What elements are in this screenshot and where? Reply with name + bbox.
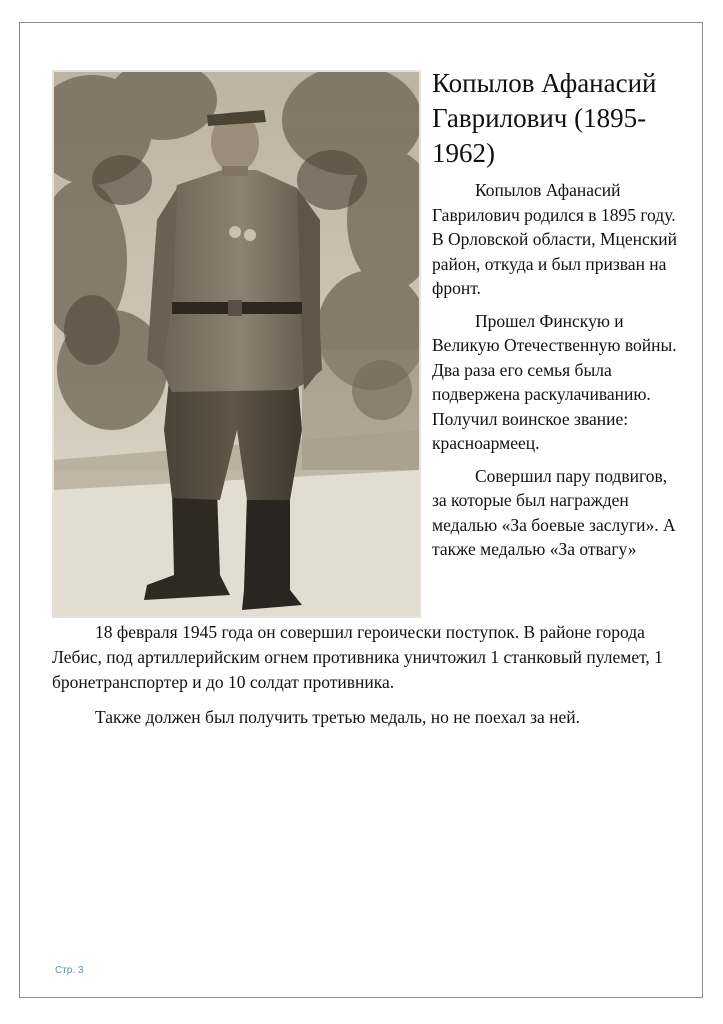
- paragraph-medals: Совершил пару подвигов, за которые был награжден медалью «За боевые заслуги». А также медалью «За отвагу»: [432, 465, 676, 559]
- page-number: Стр. 3: [55, 965, 84, 976]
- paragraph-wars: Прошел Финскую и Великую Отечественную войны. Два раза его семья была подвержена раскулачиванию. Получил воинское звание: красноармеец.: [432, 310, 677, 453]
- side-text-column: [432, 178, 680, 570]
- photo-image: [52, 70, 421, 618]
- soldier-portrait-photo: [52, 70, 421, 618]
- full-width-text: [52, 620, 672, 740]
- page-title: Копылов Афанасий Гаврилович (1895-1962): [432, 68, 657, 168]
- paragraph-heroic-deed: 18 февраля 1945 года он совершил героически поступок. В районе города Лебис, под артиллерийским огнем противника уничтожил 1 станковый пулемет, 1 бронетранспортер и до 10 солдат противника.: [52, 622, 663, 692]
- paragraph-birth: Копылов Афанасий Гаврилович родился в 1895 году. В Орловской области, Мценский район, откуда и был призван на фронт.: [432, 180, 678, 298]
- paragraph-third-medal: Также должен был получить третью медаль, но не поехал за ней.: [95, 707, 581, 727]
